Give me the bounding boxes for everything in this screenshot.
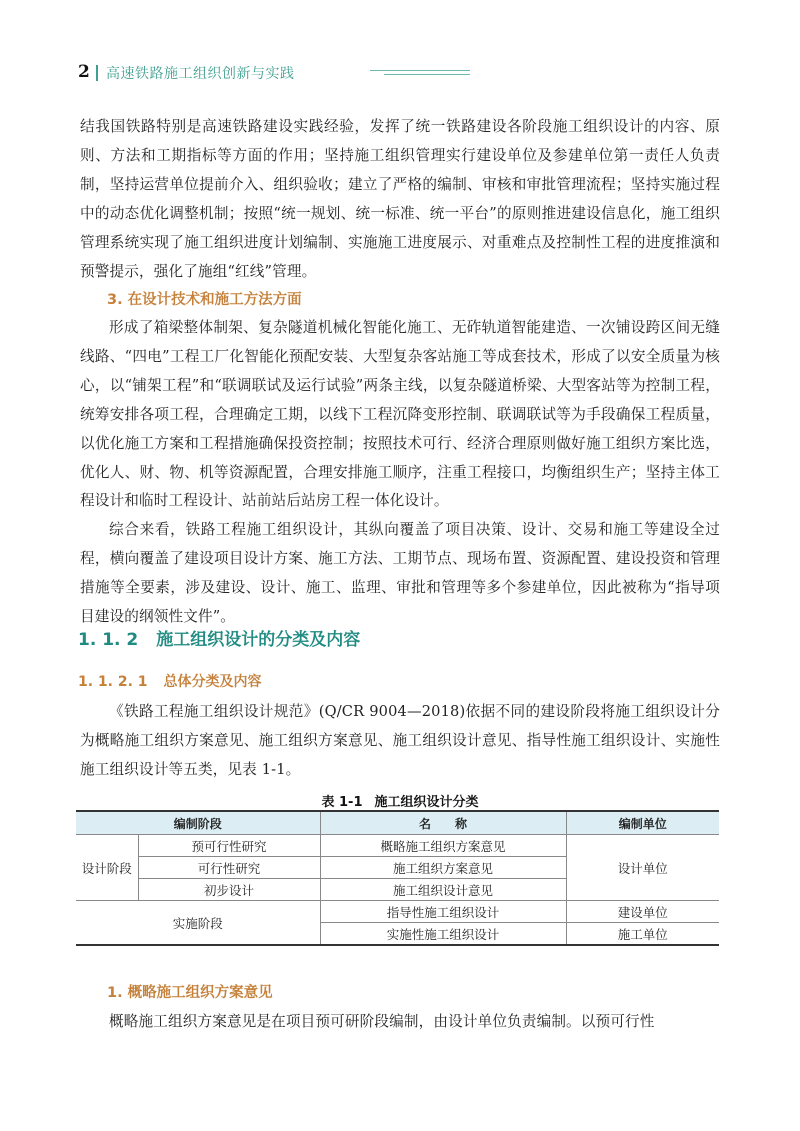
section-number: 1. 1. 2	[78, 630, 139, 650]
table-cell: 施工组织设计意见	[320, 879, 566, 901]
paragraph: 结我国铁路特别是高速铁路建设实践经验，发挥了统一铁路建设各阶段施工组织设计的内容、原则、方法和工期指标等方面的作用；坚持施工组织管理实行建设单位及参建单位第一责任人负责制，坚持运营单位提前介入、组织验收；建立了严格的编制、审核和审批管理流程；坚持实施过程中的动态优化调整机制；按照“统一规划、统一标准、统一平台”的原则推进建设信息化，施工组织管理系统实现了施工组织进度计划编制、实施施工进度展示、对重难点及控制性工程的进度推演和预警提示，强化了施组“红线”管理。	[80, 118, 720, 280]
header-rule	[370, 70, 470, 71]
table-cell: 建设单位	[566, 901, 719, 923]
section-heading	[78, 625, 360, 650]
table-cell: 设计单位	[566, 835, 719, 901]
header-rule	[384, 74, 470, 75]
table-cell: 指导性施工组织设计	[320, 901, 566, 923]
paragraph: 概略施工组织方案意见是在项目预可研阶段编制，由设计单位负责编制。以预可行性	[109, 1013, 655, 1030]
subheading: 3. 在设计技术和施工方法方面	[107, 292, 302, 308]
page-number: 2	[78, 62, 90, 82]
running-title: 高速铁路施工组织创新与实践	[106, 66, 295, 82]
table-cell: 施工组织方案意见	[320, 857, 566, 879]
subsection-number: 1. 1. 2. 1	[78, 674, 148, 690]
table-number: 表 1-1	[321, 795, 363, 810]
table-cell: 概略施工组织方案意见	[320, 835, 566, 857]
subsection-heading	[78, 671, 262, 691]
subsection-title: 总体分类及内容	[163, 674, 262, 690]
table-cell: 施工单位	[566, 923, 719, 946]
classification-table	[76, 810, 719, 946]
running-header	[78, 60, 498, 88]
table-cell: 初步设计	[138, 879, 320, 901]
paragraph: 综合来看，铁路工程施工组织设计，其纵向覆盖了项目决策、设计、交易和施工等建设全过程，横向覆盖了建设项目设计方案、施工方法、工期节点、现场布置、资源配置、建设投资和管理措施等全要素，涉及建设、设计、施工、监理、审批和管理等多个参建单位，因此被称为“指导项目建设的纲领性文件”。	[80, 521, 720, 625]
table-cell: 预可行性研究	[138, 835, 320, 857]
column-header: 名 称	[320, 811, 566, 835]
table-title: 施工组织设计分类	[374, 795, 479, 810]
paragraph: 《铁路工程施工组织设计规范》(Q/CR 9004—2018)依据不同的建设阶段将施工组织设计分为概略施工组织方案意见、施工组织方案意见、施工组织设计意见、指导性施工组织设计、实施性施工组织设计等五类，见表 1-1。	[80, 703, 720, 778]
table-cell: 实施阶段	[76, 901, 320, 946]
table-header-row	[76, 811, 719, 835]
column-header: 编制单位	[566, 811, 719, 835]
paragraph: 形成了箱梁整体制架、复杂隧道机械化智能化施工、无砟轨道智能建造、一次铺设跨区间无缝线路、“四电”工程工厂化智能化预配安装、大型复杂客站施工等成套技术，形成了以安全质量为核心，以“铺架工程”和“联调联试及运行试验”两条主线，以复杂隧道桥梁、大型客站等为控制工程，统筹安排各项工程，合理确定工期，以线下工程沉降变形控制、联调联试等为手段确保工程质量，以优化施工方案和工程措施确保投资控制；按照技术可行、经济合理原则做好施工组织方案比选，优化人、财、物、机等资源配置，合理安排施工顺序，注重工程接口，均衡组织生产；坚持主体工程设计和临时工程设计、站前站后站房工程一体化设计。	[80, 319, 720, 510]
table-cell: 设计阶段	[76, 835, 138, 901]
column-header: 编制阶段	[76, 811, 320, 835]
table-row	[76, 835, 719, 857]
table-caption	[0, 791, 800, 810]
table-cell: 可行性研究	[138, 857, 320, 879]
section-title: 施工组织设计的分类及内容	[156, 630, 361, 650]
table-cell: 实施性施工组织设计	[320, 923, 566, 946]
subheading: 1. 概略施工组织方案意见	[107, 985, 273, 1001]
header-divider	[96, 65, 98, 81]
table-row	[76, 901, 719, 923]
